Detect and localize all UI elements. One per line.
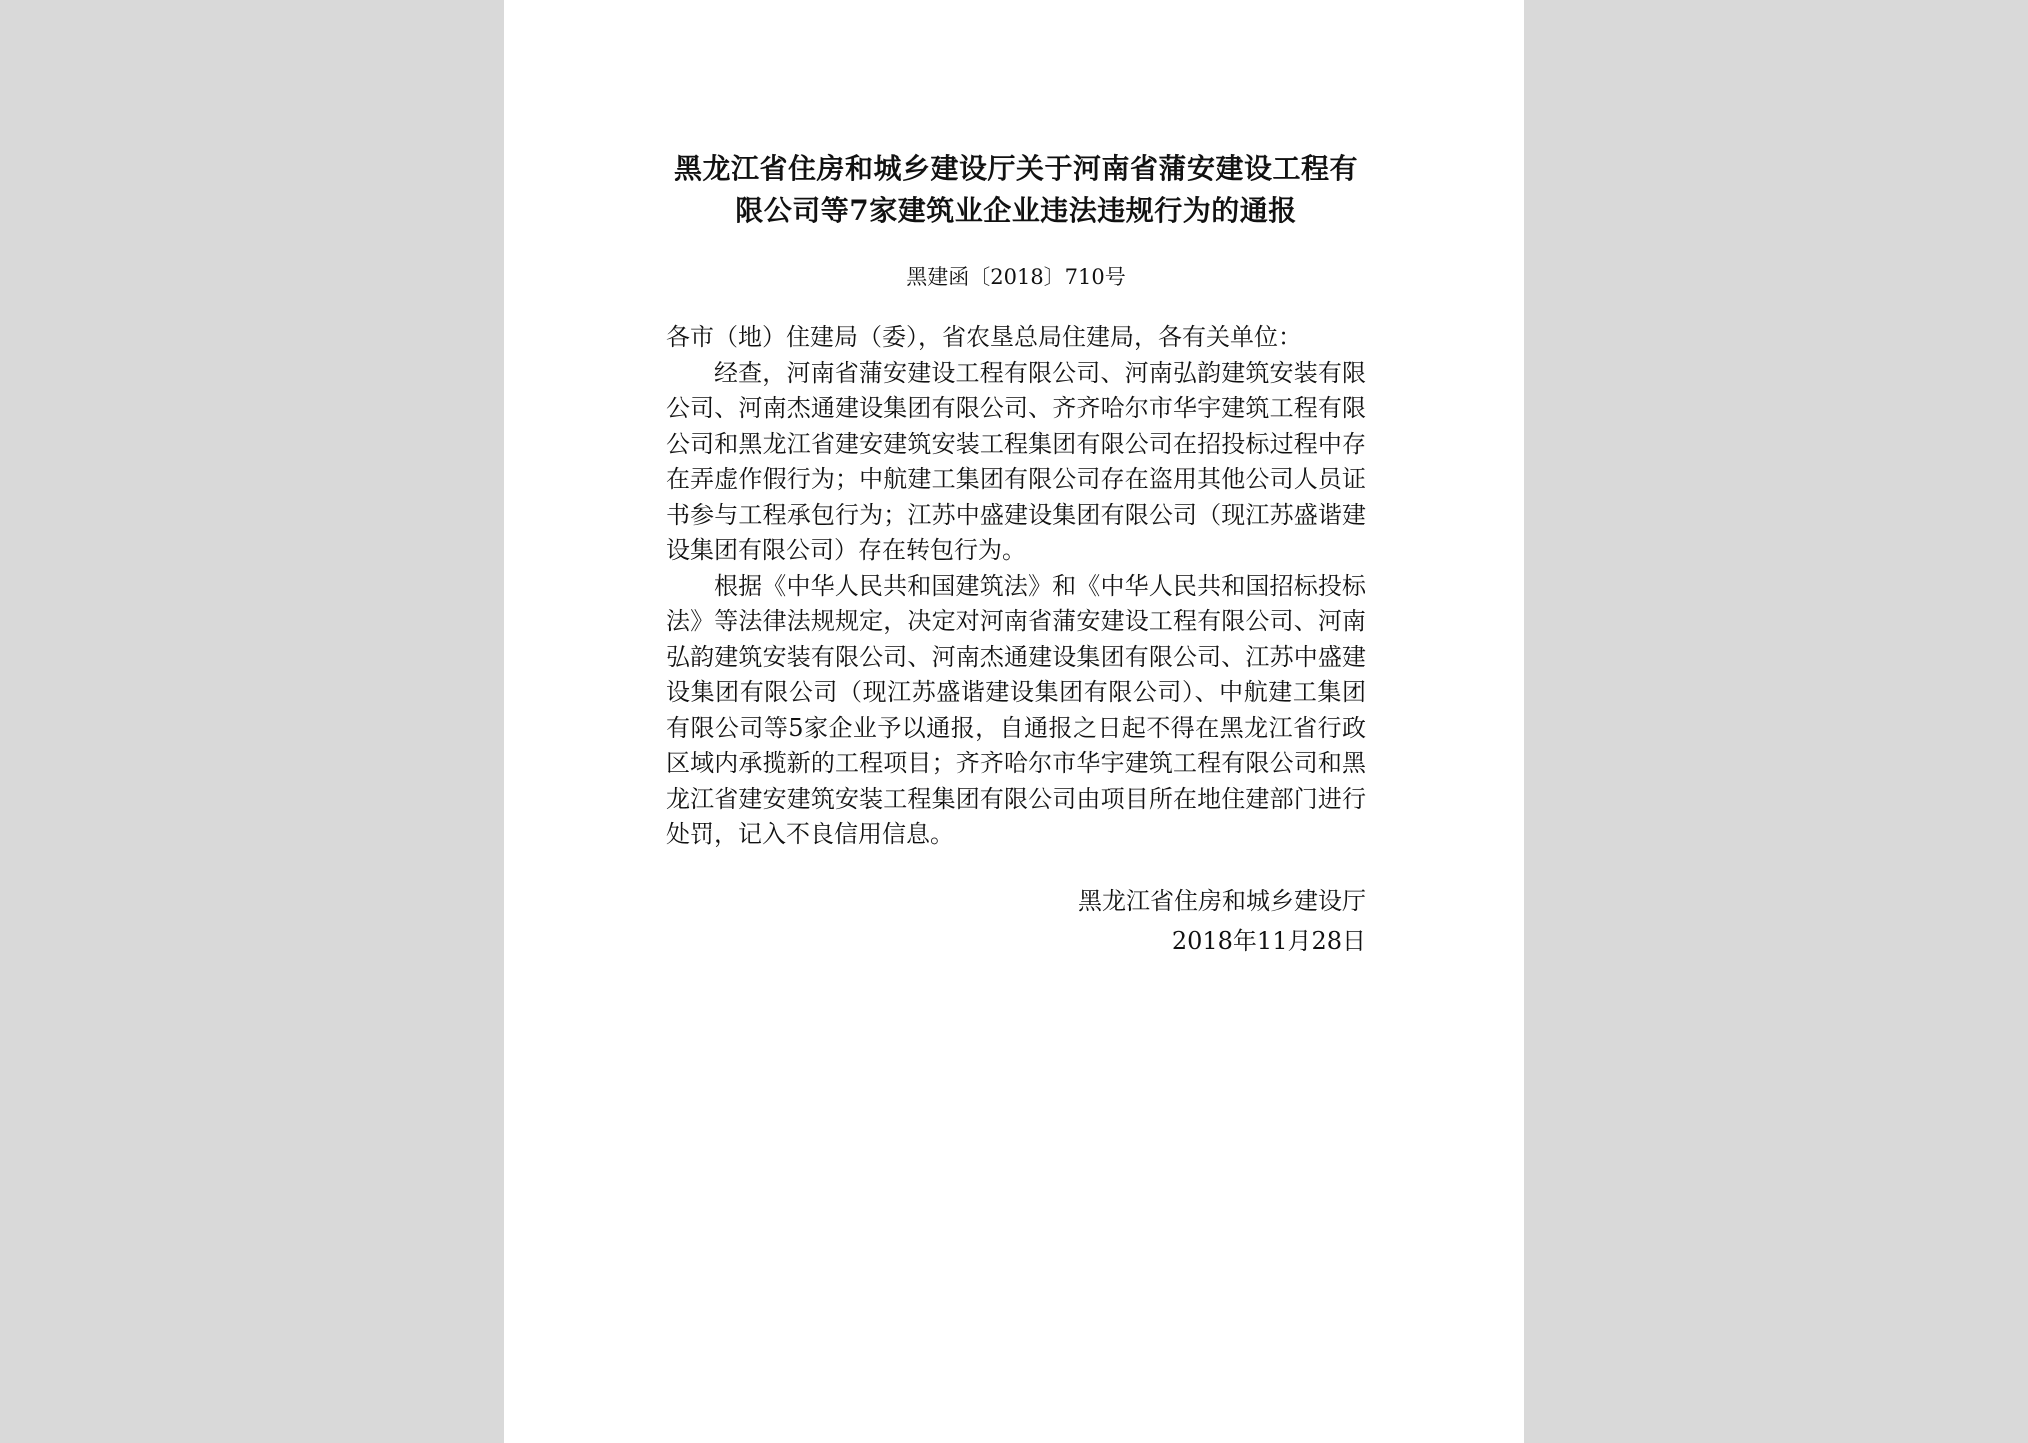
document-number: 黑建函〔2018〕710号 xyxy=(906,265,1126,289)
issuer: 黑龙江省住房和城乡建设厅 xyxy=(1078,886,1366,915)
document-body xyxy=(666,320,1366,853)
paragraph-findings: 经查，河南省蒲安建设工程有限公司、河南弘韵建筑安装有限公司、河南杰通建设集团有限公司、齐齐哈尔市华宇建筑工程有限公司和黑龙江省建安建筑安装工程集团有限公司在招投标过程中存在弄虚作假行为；中航建工集团有限公司存在盗用其他公司人员证书参与工程承包行为；江苏中盛建设集团有限公司（现江苏盛谐建设集团有限公司）存在转包行为。 xyxy=(666,358,1366,564)
issue-date: 2018年11月28日 xyxy=(1171,926,1366,955)
salutation: 各市（地）住建局（委），省农垦总局住建局，各有关单位： xyxy=(666,323,1302,351)
paragraph-decision: 根据《中华人民共和国建筑法》和《中华人民共和国招标投标法》等法律法规规定，决定对河南省蒲安建设工程有限公司、河南弘韵建筑安装有限公司、河南杰通建设集团有限公司、江苏中盛建设集团有限公司（现江苏盛谐建设集团有限公司）、中航建工集团有限公司等5家企业予以通报，自通报之日起不得在黑龙江省行政区域内承揽新的工程项目；齐齐哈尔市华宇建筑工程有限公司和黑龙江省建安建筑安装工程集团有限公司由项目所在地住建部门进行处罚，记入不良信用信息。 xyxy=(666,571,1366,848)
document-page xyxy=(504,0,1524,1443)
document-title: 黑龙江省住房和城乡建设厅关于河南省蒲安建设工程有限公司等7家建筑业企业违法违规行为的通报 xyxy=(673,152,1358,227)
signature-block xyxy=(666,881,1366,961)
document-content xyxy=(666,148,1366,961)
